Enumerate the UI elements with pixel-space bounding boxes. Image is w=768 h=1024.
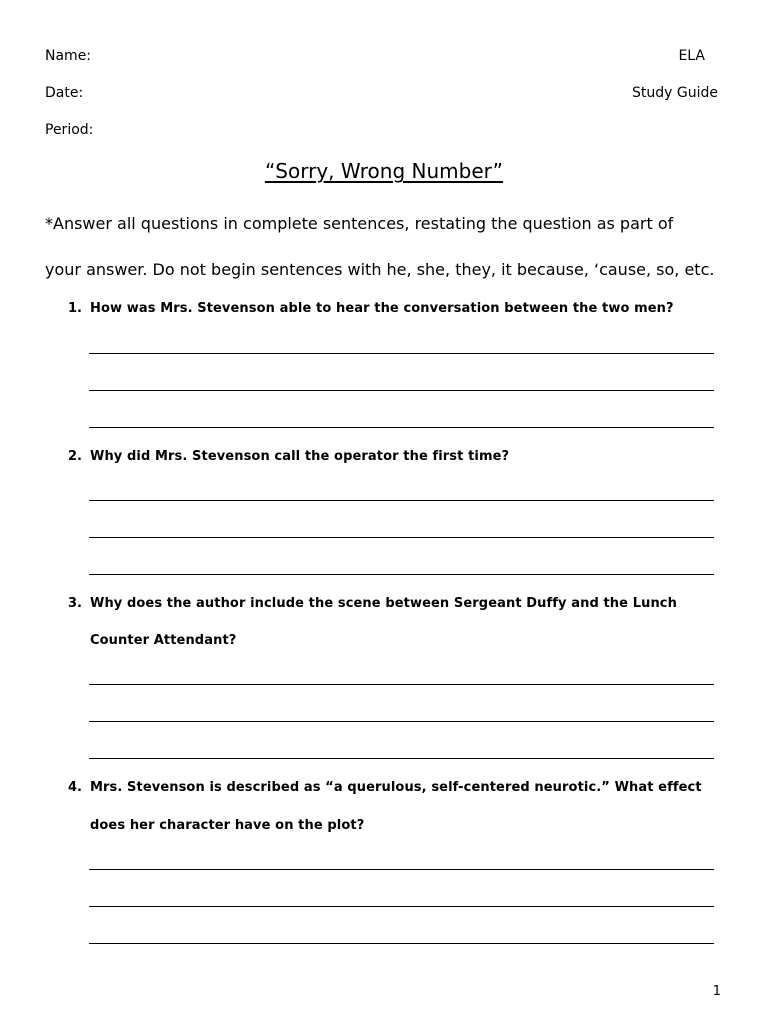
question-number: 1. [68, 301, 82, 316]
date-label: Date: [45, 85, 84, 101]
answer-line[interactable] [89, 758, 714, 759]
answer-line[interactable] [89, 537, 714, 538]
answer-line[interactable] [89, 943, 714, 944]
answer-line[interactable] [89, 427, 714, 428]
name-label: Name: [45, 48, 92, 64]
answer-line[interactable] [89, 353, 714, 354]
document-type-label: Study Guide [632, 85, 718, 101]
instructions-line-2: your answer. Do not begin sentences with he, she, they, it because, ‘cause, so, etc. [45, 260, 715, 279]
answer-line[interactable] [89, 500, 714, 501]
period-label: Period: [45, 122, 94, 138]
answer-line[interactable] [89, 869, 714, 870]
page-title [0, 158, 768, 184]
instructions-line-1: *Answer all questions in complete sentences, restating the question as part of [45, 214, 674, 233]
answer-line[interactable] [89, 390, 714, 391]
answer-line[interactable] [89, 684, 714, 685]
question-text-continued: Counter Attendant? [90, 633, 237, 648]
answer-line[interactable] [89, 906, 714, 907]
subject-label: ELA [678, 48, 705, 64]
question-text: Why did Mrs. Stevenson call the operator the first time? [90, 449, 510, 464]
question-text: Why does the author include the scene between Sergeant Duffy and the Lunch [90, 596, 677, 611]
question-text: How was Mrs. Stevenson able to hear the conversation between the two men? [90, 301, 674, 316]
answer-line[interactable] [89, 574, 714, 575]
answer-line[interactable] [89, 721, 714, 722]
question-number: 4. [68, 780, 82, 795]
question-text: Mrs. Stevenson is described as “a querulous, self-centered neurotic.” What effect [90, 780, 702, 795]
question-number: 2. [68, 449, 82, 464]
page-number: 1 [712, 984, 721, 999]
title-text: “Sorry, Wrong Number” [264, 159, 504, 183]
question-number: 3. [68, 596, 82, 611]
question-text-continued: does her character have on the plot? [90, 818, 365, 833]
